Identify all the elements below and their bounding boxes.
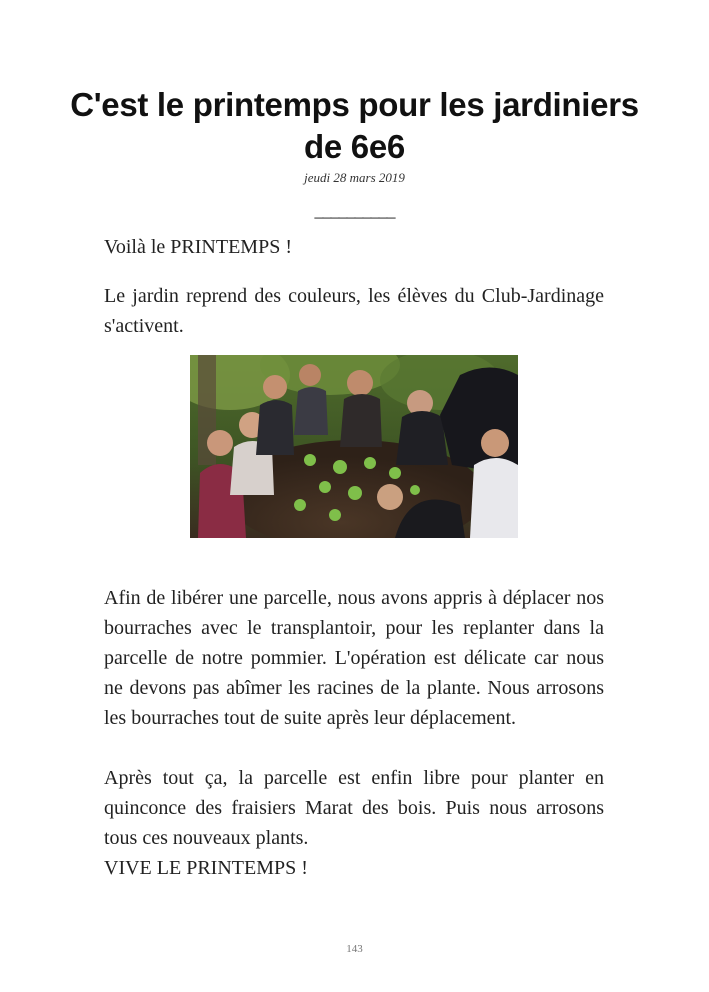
title-separator: __________: [314, 200, 395, 220]
paragraph-strawberries: Après tout ça, la parcelle est enfin libre pour planter en quinconce des fraisiers Marat des bois. Puis nous arrosons tous ces nouveaux plants.: [104, 767, 604, 849]
garden-photo: [190, 355, 518, 538]
article-title: C'est le printemps pour les jardiniers de 6e6: [70, 86, 639, 165]
page-number: 143: [346, 943, 363, 955]
paragraph-transplant: Afin de libérer une parcelle, nous avons appris à déplacer nos bourraches avec le transplantoir, pour les replanter dans la parcelle de notre pommier. L'opération est délicate car nous ne devons pas abîmer les racines de la plante. Nous arrosons les bourraches tout de suite après leur déplacement.: [104, 587, 604, 729]
article-date: jeudi 28 mars 2019: [304, 170, 405, 185]
closing-line: VIVE LE PRINTEMPS !: [104, 857, 308, 879]
paragraph-intro: Le jardin reprend des couleurs, les élèves du Club-Jardinage s'activent.: [104, 285, 604, 337]
intro-line: Voilà le PRINTEMPS !: [104, 236, 292, 258]
